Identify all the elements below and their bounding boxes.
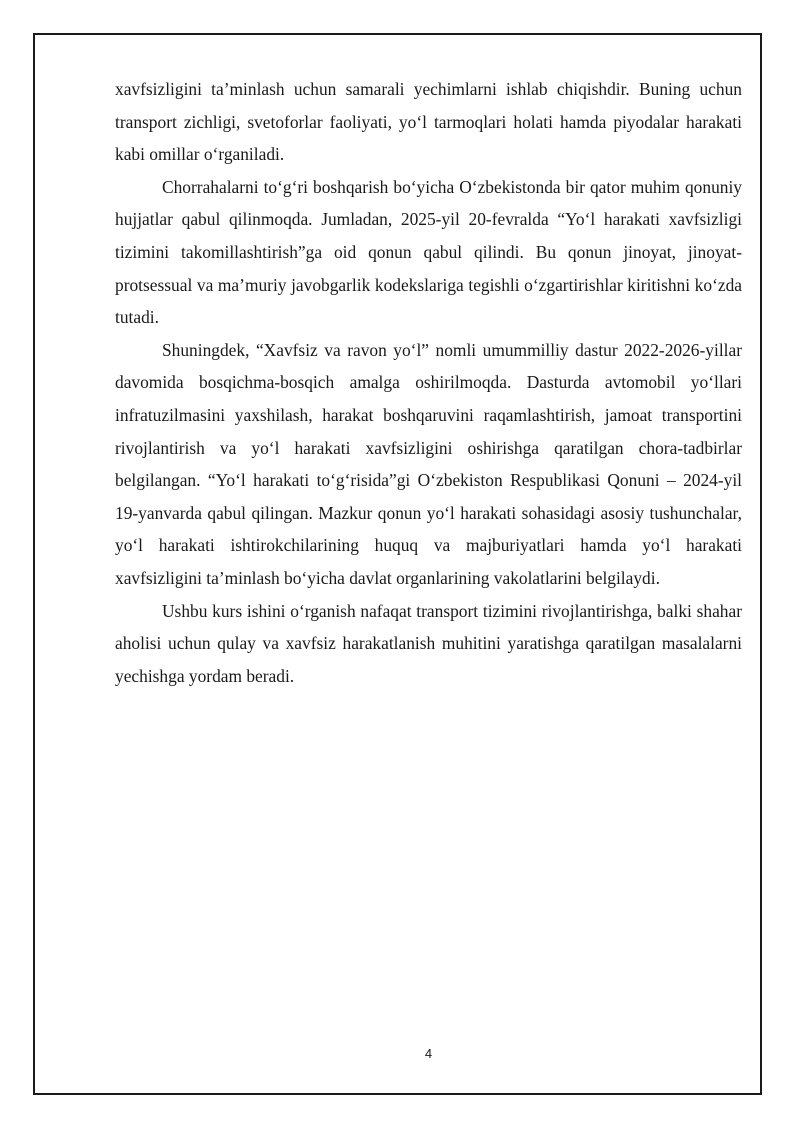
paragraph-conclusion: Ushbu kurs ishini oʻrganish nafaqat transport tizimini rivojlantirishga, balki shahar aholisi uchun qulay va xavfsiz harakatlanish muhitini yaratishga qaratilgan masalalarni yechishga yordam beradi. [115,600,742,686]
document-body [115,73,742,692]
paragraph-legislation: Chorrahalarni toʻgʻri boshqarish boʻyicha Oʻzbekistonda bir qator muhim qonuniy hujjatlar qabul qilinmoqda. Jumladan, 2025-yil 20-fevralda “Yoʻl harakati xavfsizligi tizimini takomillashtirish”ga oid qonun qabul qilindi. Bu qonun jinoyat, jinoyat-protsessual va ma’muriy javobgarlik kodekslariga tegishli oʻzgartirishlar kiritishni koʻzda tutadi. [115,176,742,328]
paragraph-continuation: xavfsizligini ta’minlash uchun samarali yechimlarni ishlab chiqishdir. Buning uchun transport zichligi, svetoforlar faoliyati, yoʻl tarmoqlari holati hamda piyodalar harakati kabi omillar oʻrganiladi. [115,79,742,165]
paragraph-national-program: Shuningdek, “Xavfsiz va ravon yoʻl” nomli umummilliy dastur 2022-2026-yillar davomida bosqichma-bosqich amalga oshirilmoqda. Dasturda avtomobil yoʻllari infratuzilmasini yaxshilash, harakat boshqaruvini raqamlashtirish, jamoat transportini rivojlantirish va yoʻl harakati xavfsizligini oshirishga qaratilgan chora-tadbirlar belgilangan. “Yoʻl harakati toʻgʻrisida”gi Oʻzbekiston Respublikasi Qonuni – 2024-yil 19-yanvarda qabul qilingan. Mazkur qonun yoʻl harakati sohasidagi asosiy tushunchalar, yoʻl harakati ishtirokchilarining huquq va majburiyatlari hamda yoʻl harakati xavfsizligini ta’minlash boʻyicha davlat organlarining vakolatlarini belgilaydi. [115,339,742,588]
page-number: 4 [424,1046,433,1061]
